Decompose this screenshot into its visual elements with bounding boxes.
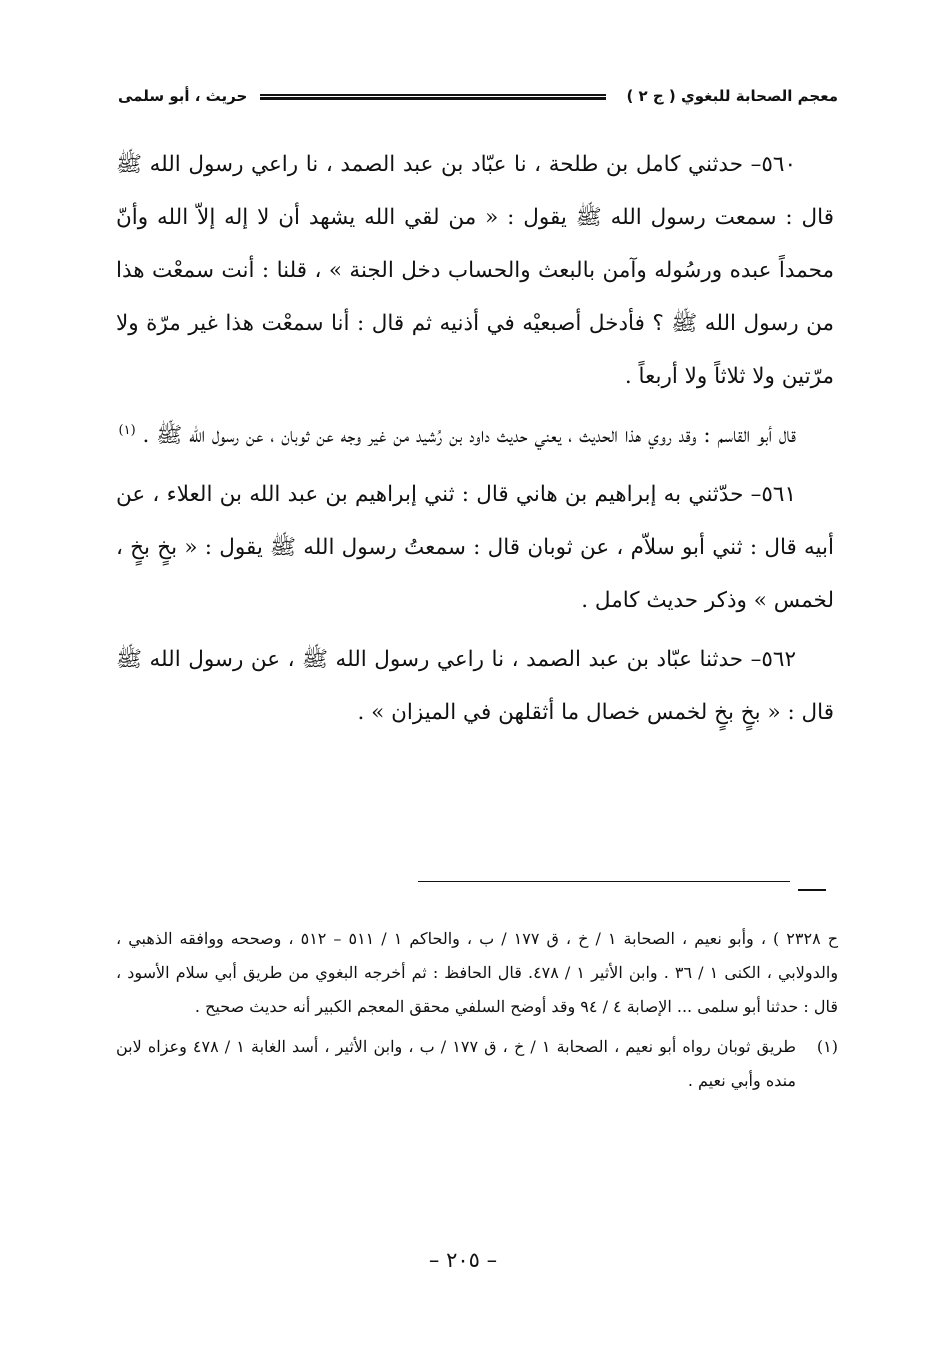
header-rule [260,94,606,100]
footnote-number: (١) [816,1037,838,1056]
page-number: – ٢٠٥ – [428,1248,498,1272]
footnote-item [116,1030,838,1098]
footnote-separator [418,881,790,882]
footnote-text: طريق ثوبان رواه أبو نعيم ، الصحابة ١ / خ ، ق ١٧٧ / ب ، وابن الأثير ، أسد الغابة ١ / ٤٧٨ وعزاه لابن منده وأبي نعيم . [116,1037,797,1090]
section-title: حريث ، أبو سلمى [118,87,248,105]
running-header [118,84,838,114]
footnote-continuation-mark [798,889,826,891]
main-text [116,138,834,739]
hadith-560: ٥٦٠– حدثني كامل بن طلحة ، نا عبّاد بن عبد الصمد ، نا راعي رسول الله ﷺ قال : سمعت رسول الله ﷺ يقول : « من لقي الله يشهد أن لا إله إلاّ الله وأنّ محمداً عبده ورسُوله وآمن بالبعث والحساب دخل الجنة » ، قلنا : أنت سمعْت هذا من رسول الله ﷺ ؟ فأدخل أصبعيْه في أذنيه ثم قال : أنا سمعْت هذا غير مرّة ولا مرّتين ولا ثلاثاً ولا أربعاً . [116,152,834,389]
commentary-text: قال أبو القاسم : وقد روي هذا الحديث ، يعني حديث داود بن رُشيد من غير وجه عن ثوبان ، عن رسول الله ﷺ . [142,423,796,448]
hadith-562: ٥٦٢– حدثنا عبّاد بن عبد الصمد ، نا راعي رسول الله ﷺ ، عن رسول الله ﷺ قال : « بخٍ بخٍ لخمس خصال ما أثقلهن في الميزان » . [116,647,834,725]
footnotes [116,922,838,1098]
hadith-561: ٥٦١– حدّثني به إبراهيم بن هاني قال : ثني إبراهيم بن عبد الله بن العلاء ، عن أبيه قال : ثني أبو سلاّم ، عن ثوبان قال : سمعتُ رسول الله ﷺ يقول : « بخٍ بخٍ ، لخمس » وذكر حديث كامل . [116,482,834,613]
footnote-reference[interactable]: (١) [118,422,136,438]
book-title: معجم الصحابة للبغوي ( ج ٢ ) [626,87,838,105]
commentary-paragraph [116,409,834,462]
footnote-continued: ح ٢٣٢٨ ) ، وأبو نعيم ، الصحابة ١ / خ ، ق ١٧٧ / ب ، والحاكم ١ / ٥١١ – ٥١٢ ، وصححه ووافقه الذهبي ، والدولابي ، الكنى ١ / ٣٦ . وابن الأثير ١ / ٤٧٨. قال الحافظ : ثم أخرجه البغوي من طريق أبي سلام الأسود ، قال : حدثنا أبو سلمى ... الإصابة ٤ / ٩٤ وقد أوضح السلفي محقق المعجم الكبير أنه حديث صحيح . [116,929,839,1016]
